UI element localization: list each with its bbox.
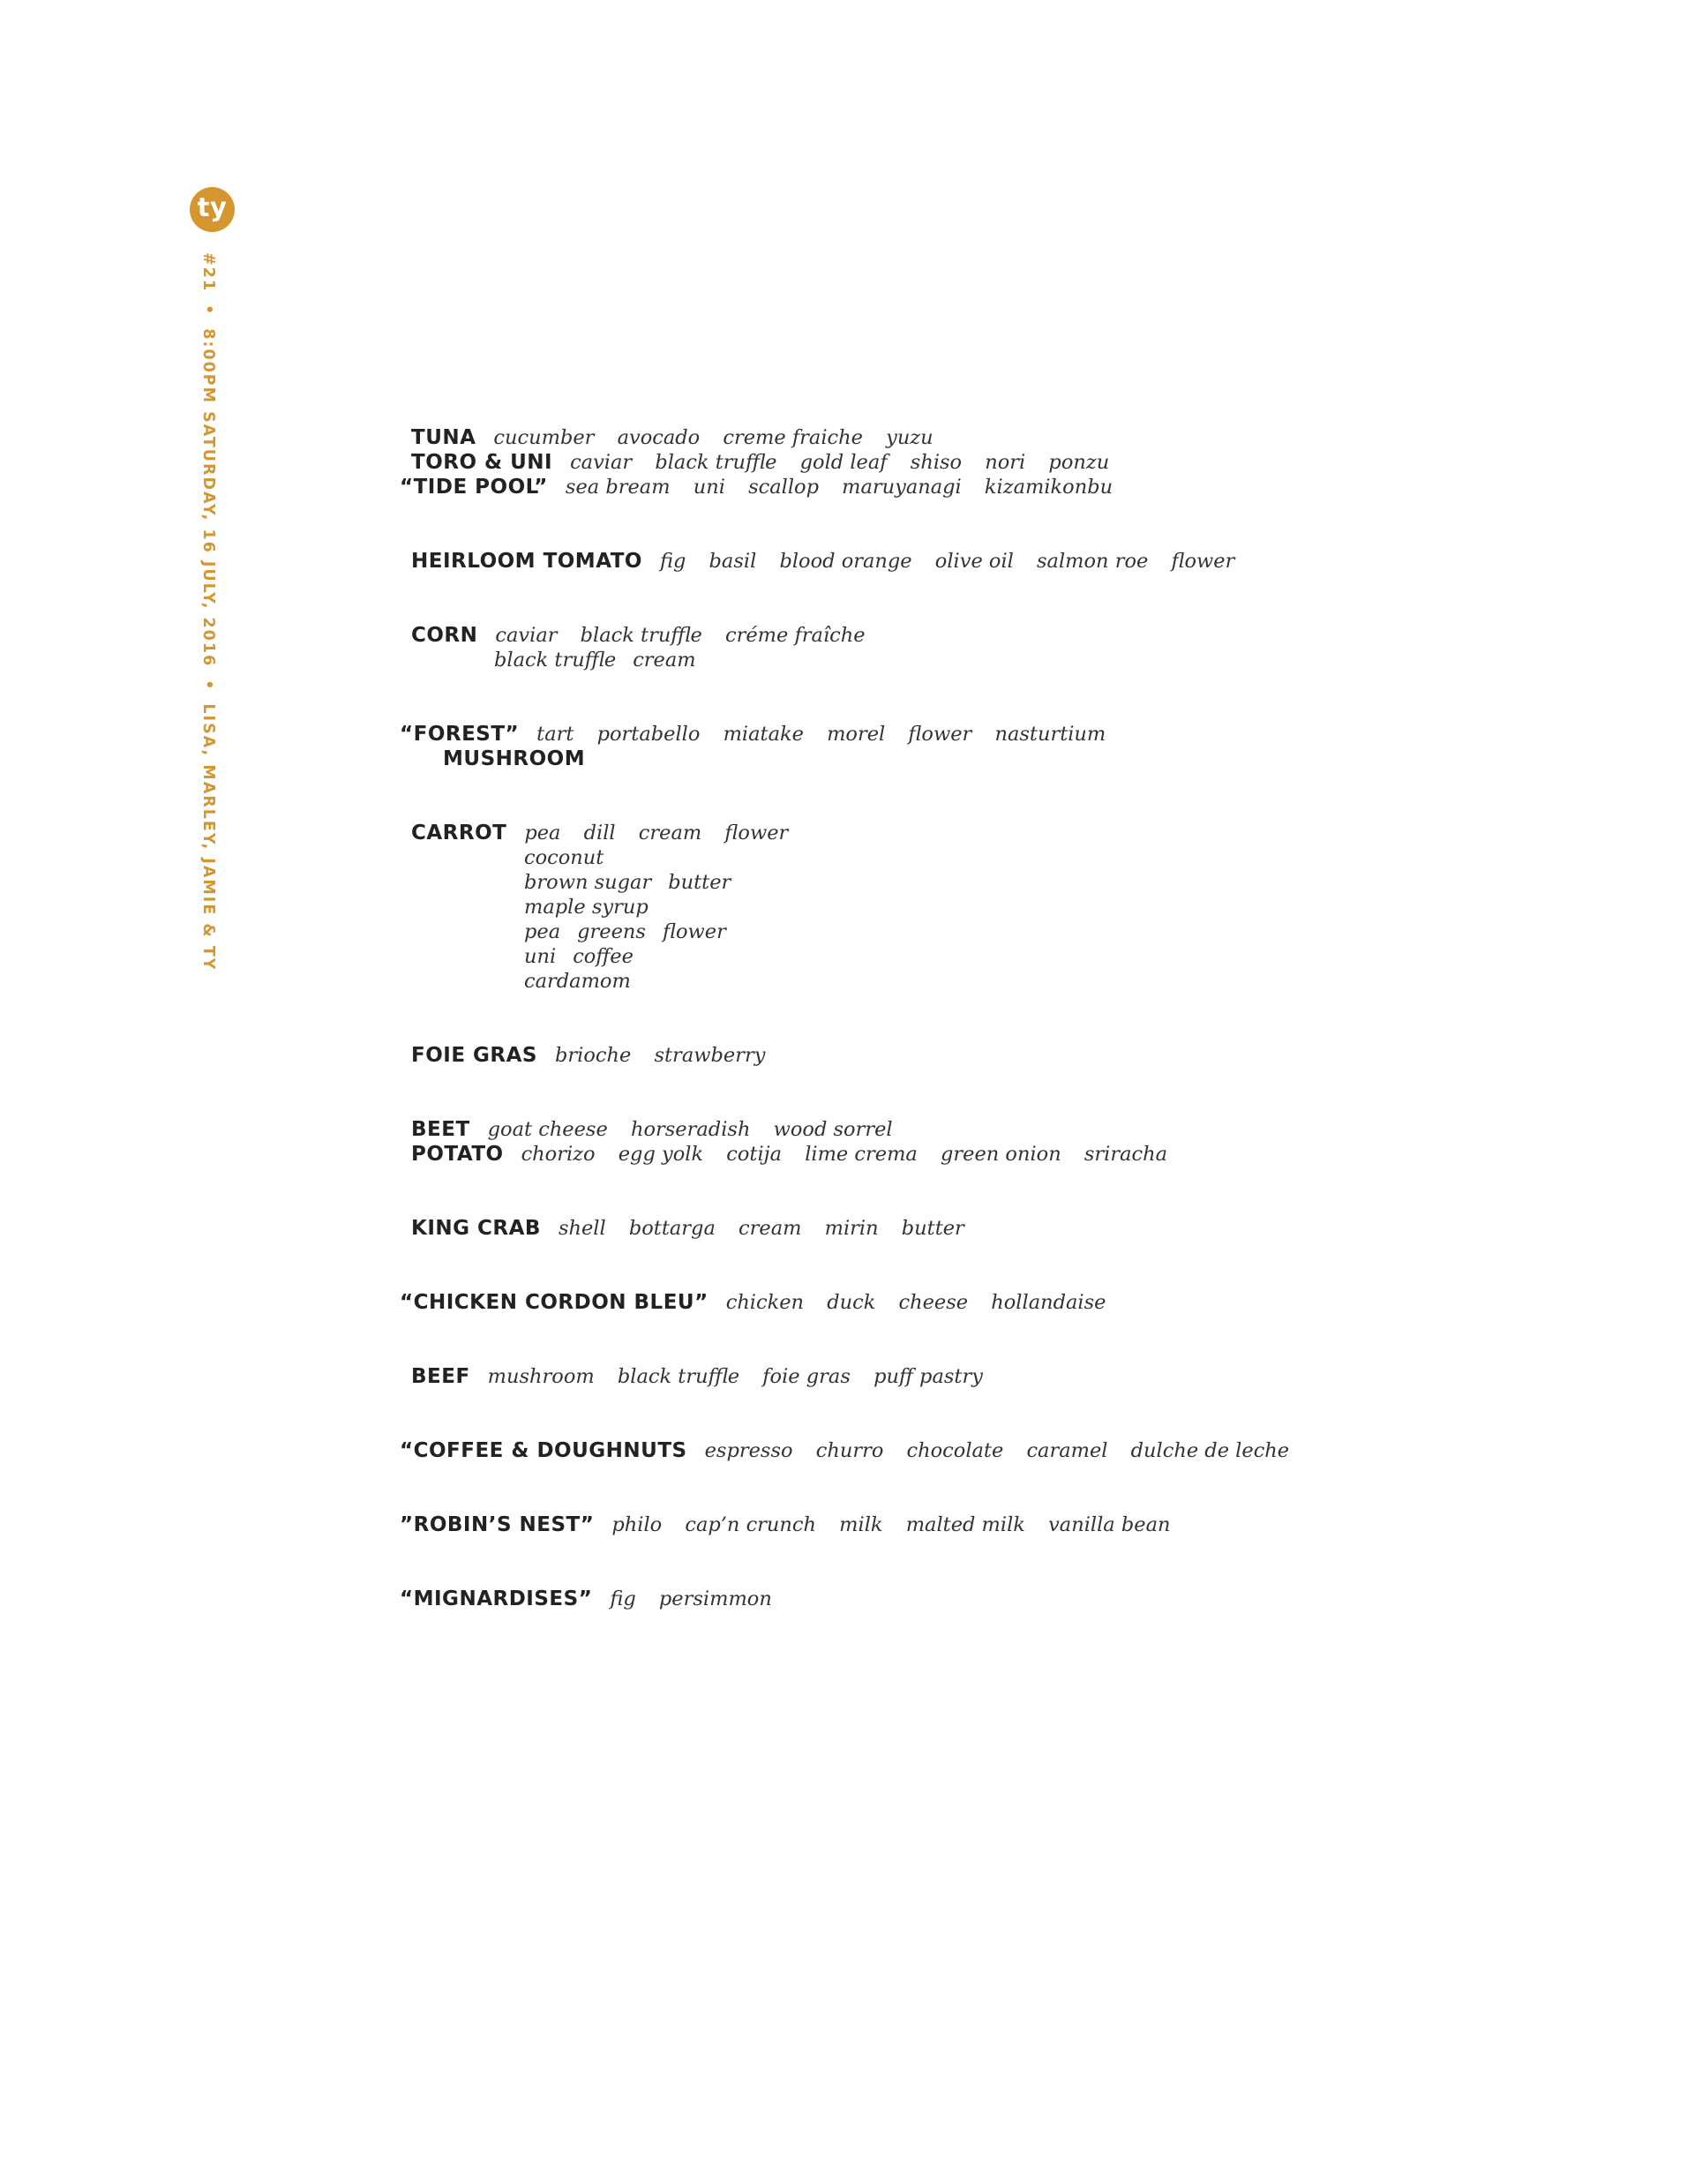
guest-names: LISA, MARLEY, JAMIE & TY	[199, 703, 217, 972]
ingredient-list	[611, 1513, 1187, 1536]
dish-name: ”ROBIN’S NEST”	[400, 1513, 595, 1536]
ingredient-list	[566, 476, 1129, 499]
ingredient: flower	[1171, 550, 1235, 573]
event-details	[199, 252, 217, 971]
ingredient: cheese	[898, 1291, 969, 1314]
dish-name: “COFFEE & DOUGHNUTS	[400, 1439, 687, 1462]
ingredient-list-continued	[411, 896, 1558, 920]
ingredient-list-continued	[411, 970, 1558, 994]
dish-name: HEIRLOOM TOMATO	[411, 550, 642, 573]
ingredient: mirin	[824, 1217, 879, 1240]
course-heirloom-tomato	[411, 550, 1558, 574]
dish-name: “CHICKEN CORDON BLEU”	[400, 1291, 709, 1314]
ingredient: duck	[827, 1291, 876, 1314]
table-number: #21	[199, 252, 217, 293]
ingredient: caviar	[495, 624, 558, 647]
ingredient-list	[488, 1365, 1000, 1388]
ingredient: mushroom	[487, 1365, 595, 1388]
ingredient-list	[705, 1439, 1307, 1462]
separator-dot: •	[199, 304, 217, 317]
ingredient: salmon roe	[1037, 550, 1149, 573]
dish-name: FOIE GRAS	[411, 1044, 537, 1067]
ingredient: vanilla bean	[1048, 1513, 1171, 1536]
ingredient: ponzu	[1048, 451, 1110, 474]
ingredient: sea bream	[565, 476, 671, 499]
ingredient: flower	[724, 822, 789, 844]
course-king-crab	[411, 1217, 1558, 1242]
dish-name: “TIDE POOL”	[400, 476, 548, 499]
dish-name: BEEF	[411, 1365, 470, 1388]
ingredient: cream	[638, 822, 702, 844]
ingredient: butter	[901, 1217, 964, 1240]
dish-name: POTATO	[411, 1143, 504, 1166]
dish-name: “FOREST”	[400, 723, 520, 746]
ingredient: shiso	[910, 451, 963, 474]
ingredient: fig	[659, 550, 686, 573]
ingredient: foie gras	[762, 1365, 851, 1388]
ingredient: miatake	[723, 723, 804, 746]
ingredient: cream	[633, 649, 696, 672]
ingredient: pea	[524, 822, 561, 844]
dish-name: TUNA	[411, 426, 476, 449]
course-coffee-doughnuts	[400, 1439, 1558, 1464]
ingredient: maple syrup	[524, 896, 649, 919]
ingredient: coconut	[524, 846, 604, 869]
ingredient: uni	[524, 945, 557, 968]
ingredient: avocado	[617, 426, 701, 449]
dish-name: TORO & UNI	[411, 451, 553, 474]
course-corn	[411, 624, 1558, 673]
ingredient: nori	[985, 451, 1026, 474]
event-datetime: 8:00PM SATURDAY, 16 JULY, 2016	[199, 328, 217, 668]
ingredient: uni	[693, 476, 725, 499]
ingredient: sriracha	[1083, 1143, 1168, 1166]
ingredient: flower	[908, 723, 972, 746]
ingredient-list	[536, 723, 1122, 746]
dish-name: “MIGNARDISES”	[400, 1587, 593, 1610]
ingredient-list	[493, 426, 949, 449]
course-beef	[411, 1365, 1558, 1390]
ingredient-list-continued	[411, 945, 1558, 970]
tasting-menu	[400, 426, 1558, 1662]
ingredient: coffee	[573, 945, 634, 968]
separator-dot: •	[199, 679, 217, 692]
ingredient: yuzu	[886, 426, 933, 449]
course-forest-mushroom	[400, 723, 1558, 772]
ingredient-list	[570, 451, 1126, 474]
ingredient: wood sorrel	[773, 1118, 893, 1141]
ingredient: greens	[577, 920, 646, 943]
ingredient: pea	[524, 920, 561, 943]
ingredient: scallop	[748, 476, 819, 499]
course-foie-gras	[411, 1044, 1558, 1069]
ingredient: cotija	[726, 1143, 783, 1166]
ingredient: chocolate	[906, 1439, 1004, 1462]
ingredient-list	[495, 624, 881, 647]
course-robins-nest	[400, 1513, 1558, 1538]
ingredient: churro	[815, 1439, 884, 1462]
ingredient: flower	[662, 920, 726, 943]
ingredient: nasturtium	[994, 723, 1106, 746]
ingredient-list	[610, 1587, 789, 1610]
ingredient: puff pastry	[873, 1365, 983, 1388]
ingredient: maruyanagi	[842, 476, 962, 499]
ingredient: basil	[709, 550, 757, 573]
ingredient-list-continued	[411, 871, 1558, 896]
ingredient: fig	[610, 1587, 636, 1610]
ingredient-list	[555, 1044, 782, 1067]
ingredient: shell	[558, 1217, 606, 1240]
dish-name: CORN	[411, 624, 478, 647]
ingredient-list	[726, 1291, 1123, 1314]
course-toro-uni	[411, 451, 1558, 476]
course-mignardises	[400, 1587, 1558, 1612]
ingredient: kizamikonbu	[984, 476, 1113, 499]
ingredient: strawberry	[654, 1044, 766, 1067]
ingredient: lime crema	[805, 1143, 918, 1166]
ingredient: morel	[827, 723, 886, 746]
ingredient: creme fraiche	[723, 426, 863, 449]
ingredient: goat cheese	[487, 1118, 608, 1141]
dish-name: CARROT	[411, 822, 507, 844]
ingredient: black truffle	[617, 1365, 740, 1388]
ingredient: gold leaf	[799, 451, 888, 474]
course-beet	[411, 1118, 1558, 1143]
ingredient: cap’n crunch	[685, 1513, 817, 1536]
course-potato	[411, 1143, 1558, 1167]
course-tide-pool	[400, 476, 1558, 500]
ingredient: black truffle	[655, 451, 777, 474]
course-tuna	[411, 426, 1558, 451]
course-chicken-cordon-bleu	[400, 1291, 1558, 1316]
ingredient-list-continued	[411, 846, 1558, 871]
ingredient: persimmon	[658, 1587, 772, 1610]
ingredient-list	[521, 1143, 1184, 1166]
ingredient: créme fraîche	[725, 624, 866, 647]
dish-name-line-2: MUSHROOM	[443, 747, 586, 770]
ingredient: chicken	[725, 1291, 805, 1314]
ingredient: caramel	[1026, 1439, 1108, 1462]
ingredient: hollandaise	[991, 1291, 1106, 1314]
ingredient: philo	[611, 1513, 663, 1536]
ingredient: egg yolk	[618, 1143, 704, 1166]
ingredient-list	[524, 822, 805, 844]
ingredient: green onion	[940, 1143, 1061, 1166]
course-carrot	[411, 822, 1558, 994]
ingredient: chorizo	[521, 1143, 596, 1166]
ingredient-list-continued	[411, 649, 1558, 673]
ingredient: dill	[583, 822, 616, 844]
ty-logo: ty	[190, 187, 235, 232]
ingredient: malted milk	[905, 1513, 1025, 1536]
ingredient: caviar	[570, 451, 633, 474]
ingredient-list	[660, 550, 1251, 573]
ingredient: horseradish	[630, 1118, 751, 1141]
ingredient: brown sugar	[524, 871, 652, 894]
ingredient: olive oil	[934, 550, 1014, 573]
ingredient: butter	[668, 871, 731, 894]
dish-name: BEET	[411, 1118, 470, 1141]
ingredient: dulche de leche	[1130, 1439, 1290, 1462]
ingredient: blood orange	[779, 550, 912, 573]
ingredient: milk	[839, 1513, 883, 1536]
ingredient: black truffle	[580, 624, 702, 647]
ingredient: portabello	[596, 723, 701, 746]
ingredient: espresso	[704, 1439, 793, 1462]
ingredient: cucumber	[493, 426, 595, 449]
dish-name: KING CRAB	[411, 1217, 541, 1240]
ingredient: cardamom	[524, 970, 631, 993]
ingredient: black truffle	[494, 649, 617, 672]
ingredient-list-continued	[411, 920, 1558, 945]
ingredient: brioche	[555, 1044, 632, 1067]
ingredient: tart	[536, 723, 574, 746]
ingredient-list	[488, 1118, 910, 1141]
ingredient: cream	[739, 1217, 802, 1240]
ingredient: bottarga	[628, 1217, 716, 1240]
ingredient-list	[559, 1217, 981, 1240]
